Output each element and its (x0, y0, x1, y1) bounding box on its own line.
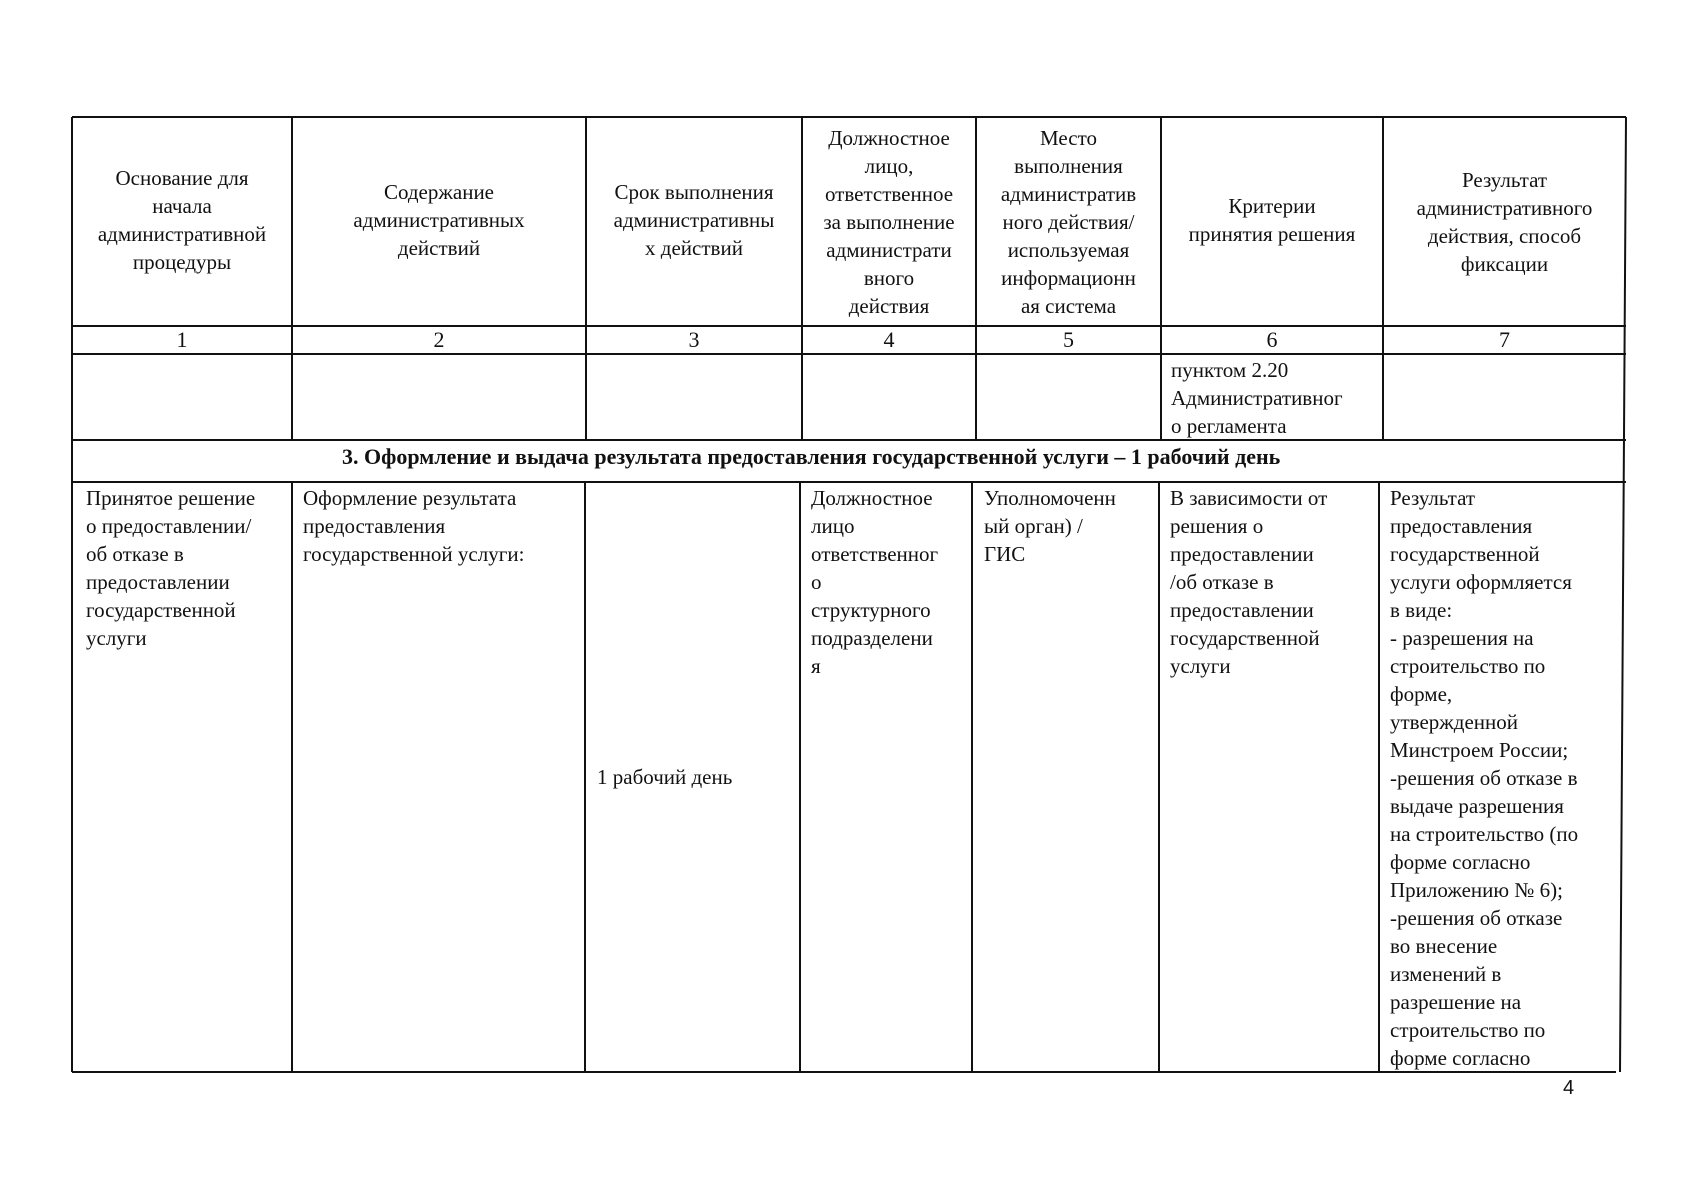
column-number-7: 7 (1499, 327, 1510, 352)
column-number-3: 3 (688, 327, 700, 352)
row-cell-col-2: Оформление результата предоставления государственной услуги: (303, 486, 525, 566)
row-cell-col-3: 1 рабочий день (597, 765, 733, 789)
page-number: 4 (1563, 1077, 1575, 1099)
row-cell-col-6: В зависимости от решения о предоставлении /об отказе в предоставлении государственной услуги (1170, 486, 1328, 678)
section-title: 3. Оформление и выдача результата предоставления государственной услуги – 1 рабочий день (342, 444, 1281, 469)
header-col-1: Основание для начала административной процедуры (97, 166, 267, 274)
continuation-cell-col-6: пунктом 2.20 Административног о регламента (1171, 358, 1343, 438)
header-col-5: Место выполнения административ ного действия/ используемая информационн ая система (1000, 126, 1137, 318)
column-number-6: 6 (1266, 327, 1278, 352)
column-number-5: 5 (1063, 327, 1074, 352)
header-col-4: Должностное лицо, ответственное за выполнение администрати вного действия (823, 126, 955, 318)
header-col-7: Результат административного действия, способ фиксации (1416, 168, 1593, 276)
row-cell-col-5: Уполномоченн ый орган) / ГИС (984, 486, 1116, 566)
column-number-4: 4 (883, 327, 895, 352)
header-col-2: Содержание административных действий (353, 180, 525, 260)
header-col-6: Критерии принятия решения (1188, 194, 1356, 246)
row-cell-col-1: Принятое решение о предоставлении/ об отказе в предоставлении государственной услуги (86, 486, 256, 650)
header-col-3: Срок выполнения административны х действий (613, 180, 775, 260)
row-cell-col-7: Результат предоставления государственной услуги оформляется в виде: - разрешения на строительство по форме, утвержденной Минстроем России; -решения об отказе в выдаче разрешения на строительство (по форме согласно Приложению № 6); -решения об отказе во внесение изменений в разрешение на строительство по форме согласно (1390, 486, 1579, 1070)
column-number-2: 2 (433, 327, 445, 352)
column-number-1: 1 (176, 327, 188, 352)
row-cell-col-4: Должностное лицо ответственног о структурного подразделени я (811, 486, 939, 678)
